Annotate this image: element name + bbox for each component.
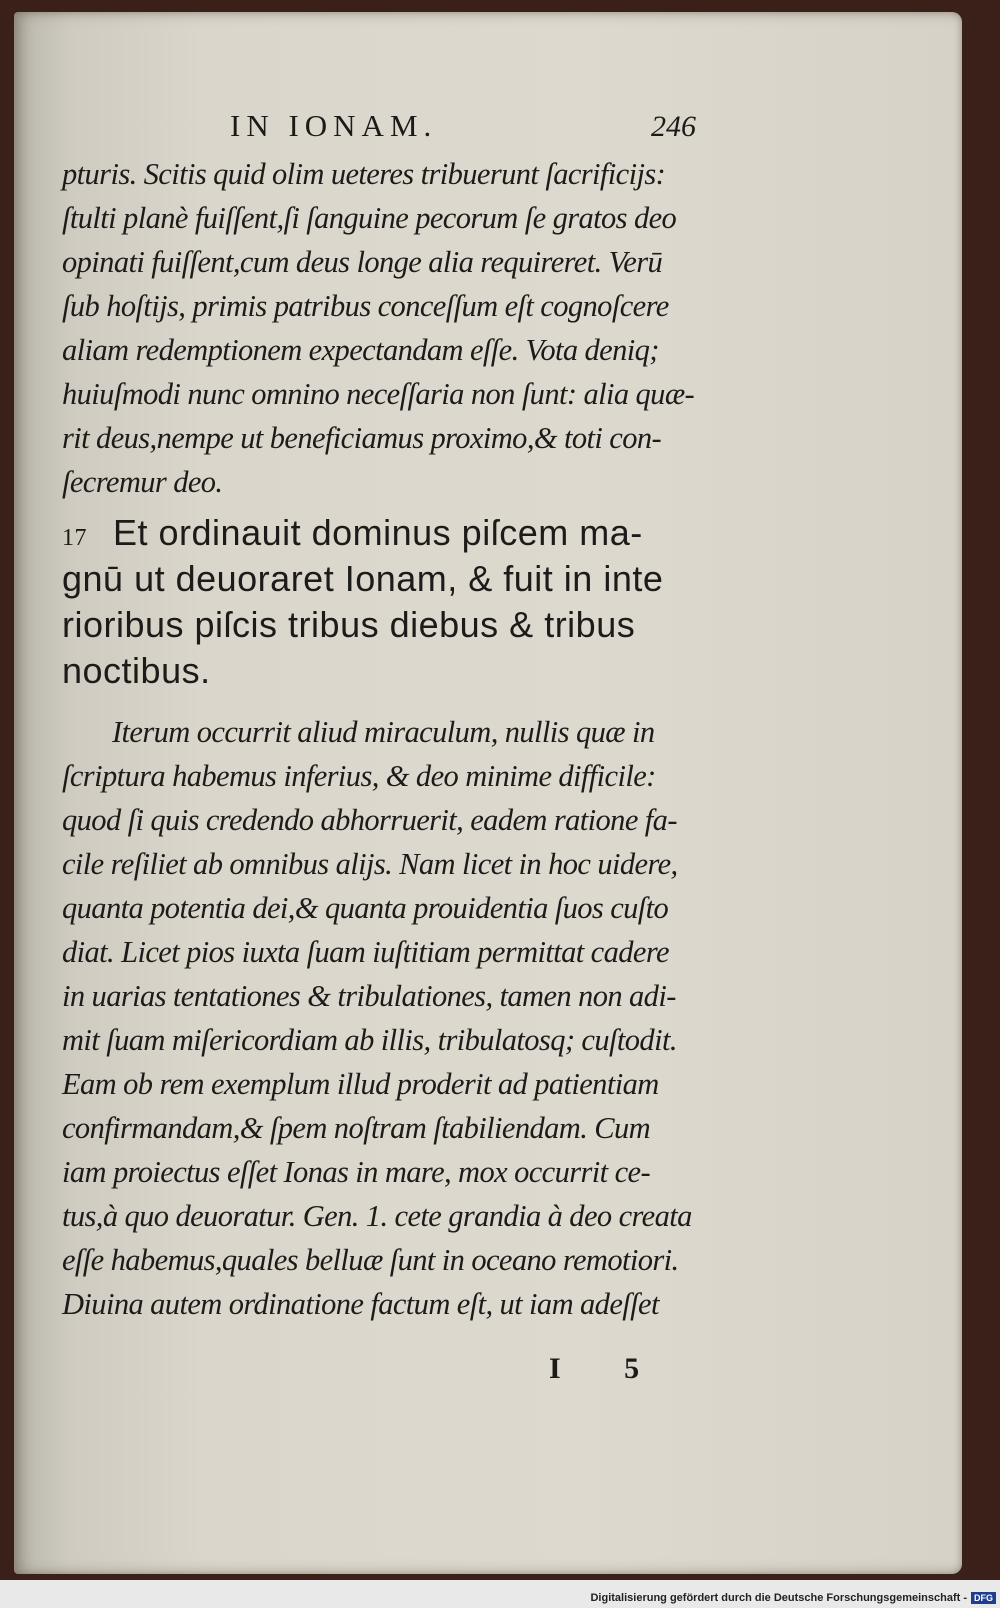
verse-line: rioribus piſcis tribus diebus & tribus <box>62 604 636 645</box>
running-head: IN IONAM. <box>230 108 438 143</box>
text-line: pturis. Scitis quid olim ueteres tribuerunt ſacrificijs: <box>62 157 666 191</box>
text-line: in uarias tentationes & tribulationes, tamen non adi- <box>62 979 676 1013</box>
text-line: Eam ob rem exemplum illud proderit ad patientiam <box>62 1067 659 1101</box>
text-line: mit ſuam miſericordiam ab illis, tribulatosq; cuſtodit. <box>62 1023 677 1057</box>
signature-mark: I 5 <box>549 1352 668 1385</box>
commentary-block-top <box>62 152 730 504</box>
text-line: ſub hoſtijs, primis patribus conceſſum eſt cognoſcere <box>62 289 669 323</box>
credit-text: Digitalisierung gefördert durch die Deutsche Forschungsgemeinschaft - <box>590 1592 967 1604</box>
text-line: tus,à quo deuoratur. Gen. 1. cete grandia à deo creata <box>62 1199 692 1233</box>
text-line: rit deus,nempe ut beneficiamus proximo,& toti con- <box>62 421 662 455</box>
page-number: 246 <box>651 110 696 143</box>
text-line: Diuina autem ordinatione factum eſt, ut iam adeſſet <box>62 1287 659 1321</box>
verse-text: Et ordinauit dominus piſcem ma- <box>113 512 643 553</box>
text-line: ſtulti planè fuiſſent,ſi ſanguine pecorum ſe gratos deo <box>62 201 677 235</box>
text-line: confirmandam,& ſpem noſtram ſtabiliendam. Cum <box>62 1111 651 1145</box>
text-line: ſcriptura habemus inferius, & deo minime difficile: <box>62 759 656 793</box>
page-body <box>62 152 730 1326</box>
text-line: quanta potentia dei,& quanta prouidentia ſuos cuſto <box>62 891 669 925</box>
book-page <box>14 12 962 1574</box>
text-line: Iterum occurrit aliud miraculum, nullis quæ in <box>112 715 655 749</box>
verse-number: 17 <box>62 525 87 551</box>
verse-line <box>62 510 730 556</box>
text-line: aliam redemptionem expectandam eſſe. Vota deniq; <box>62 333 659 367</box>
text-line: opinati fuiſſent,cum deus longe alia requireret. Verū <box>62 245 663 279</box>
text-line: cile reſiliet ab omnibus alijs. Nam licet in hoc uidere, <box>62 847 678 881</box>
dfg-logo: DFG <box>971 1592 996 1604</box>
digitization-credit <box>590 1592 996 1604</box>
page-header <box>14 108 962 148</box>
text-line: huiuſmodi nunc omnino neceſſaria non ſunt: alia quæ- <box>62 377 695 411</box>
text-line: quod ſi quis credendo abhorruerit, eadem ratione fa- <box>62 803 677 837</box>
text-line: diat. Licet pios iuxta ſuam iuſtitiam permittat cadere <box>62 935 669 969</box>
text-line: eſſe habemus,quales belluæ ſunt in oceano remotiori. <box>62 1243 679 1277</box>
commentary-block-bottom <box>62 710 730 1326</box>
text-line: iam proiectus eſſet Ionas in mare, mox occurrit ce- <box>62 1155 651 1189</box>
verse-line: noctibus. <box>62 650 211 691</box>
scripture-verse <box>62 510 730 694</box>
verse-line: gnū ut deuoraret Ionam, & fuit in inte <box>62 558 664 599</box>
text-line: ſecremur deo. <box>62 465 223 499</box>
